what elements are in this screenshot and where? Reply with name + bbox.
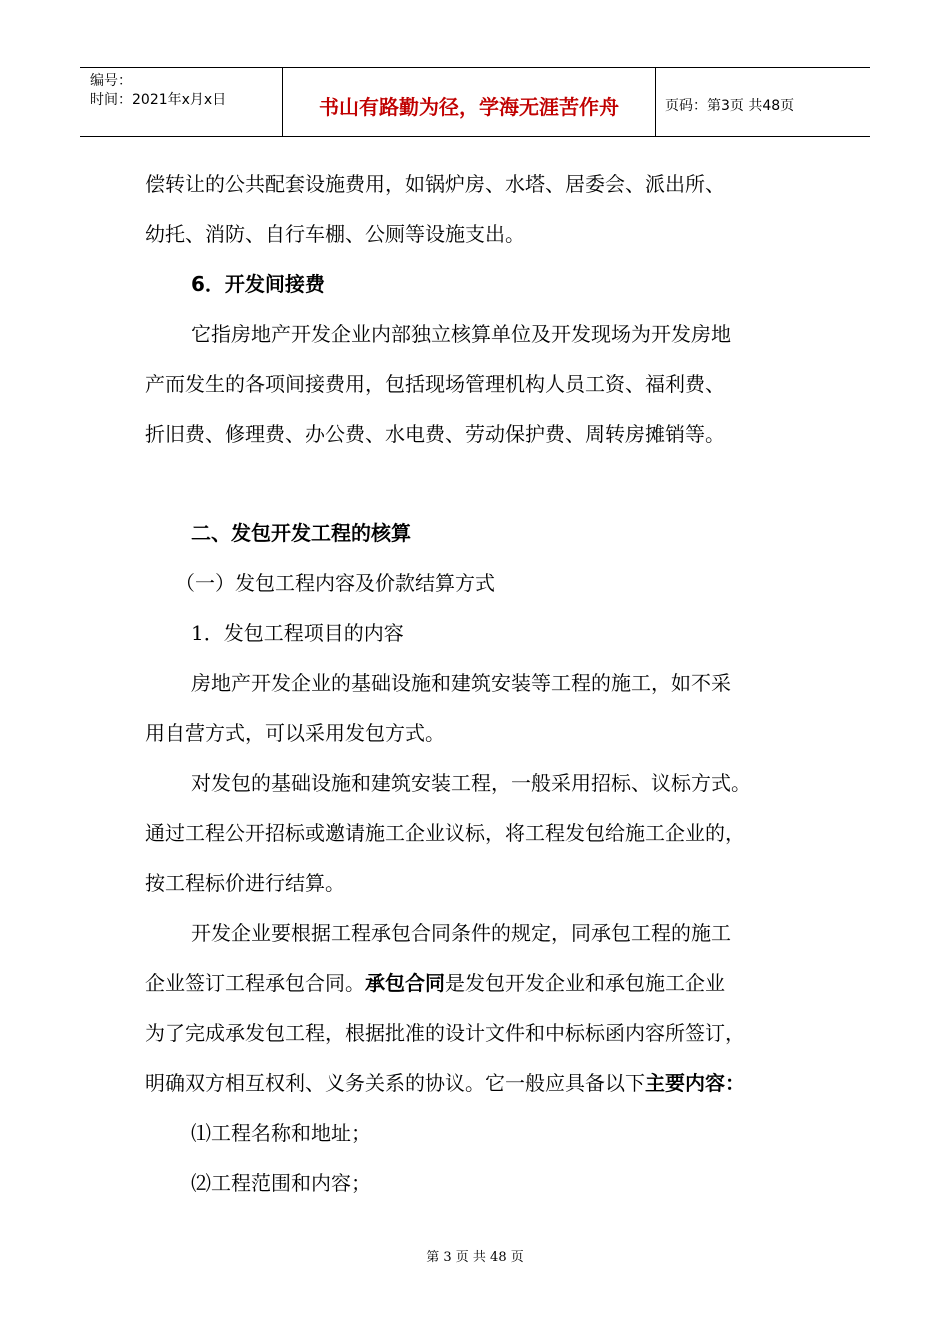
header-motto-cell [282, 68, 656, 136]
paragraph-line: 房地产开发企业的基础设施和建筑安装等工程的施工，如不采 [191, 671, 731, 695]
paragraph-line: 折旧费、修理费、办公费、水电费、劳动保护费、周转房摊销等。 [145, 422, 725, 446]
paragraph-line: 幼托、消防、自行车棚、公厕等设施支出。 [145, 222, 525, 246]
text-run: 企业签订工程承包合同。 [145, 971, 365, 995]
page-footer: 第 3 页 共 48 页 [426, 1250, 524, 1265]
section-heading: 二、发包开发工程的核算 [191, 521, 411, 545]
text-run: ： [725, 1071, 745, 1095]
paragraph-line [145, 971, 725, 995]
paragraph-line: 它指房地产开发企业内部独立核算单位及开发现场为开发房地 [191, 322, 731, 346]
list-item: ⑴工程名称和地址； [191, 1121, 371, 1145]
list-item: ⑵工程范围和内容； [191, 1171, 371, 1195]
page-header [80, 67, 870, 137]
item-heading: 1．发包工程项目的内容 [191, 621, 404, 645]
subsection-heading: （一）发包工程内容及价款结算方式 [175, 571, 495, 595]
header-page-cell [655, 68, 870, 136]
emphasis-main-content: 主要内容 [645, 1071, 725, 1095]
paragraph-line: 开发企业要根据工程承包合同条件的规定，同承包工程的施工 [191, 921, 731, 945]
document-time-label: 时间：2021年x月x日 [90, 92, 227, 108]
heading-indirect-cost: 6．开发间接费 [191, 272, 325, 296]
header-meta [80, 68, 282, 136]
paragraph-line: 通过工程公开招标或邀请施工企业议标，将工程发包给施工企业的， [145, 821, 745, 845]
text-run: 明确双方相互权利、义务关系的协议。它一般应具备以下 [145, 1071, 645, 1095]
paragraph-line: 用自营方式，可以采用发包方式。 [145, 721, 445, 745]
document-number-label: 编号： [90, 73, 132, 89]
header-motto: 书山有路勤为径，学海无涯苦作舟 [319, 95, 619, 119]
paragraph-line: 对发包的基础设施和建筑安装工程，一般采用招标、议标方式。 [191, 771, 751, 795]
emphasis-contract: 承包合同 [365, 971, 445, 995]
paragraph-line: 偿转让的公共配套设施费用，如锅炉房、水塔、居委会、派出所、 [145, 172, 725, 196]
text-run: 是发包开发企业和承包施工企业 [445, 971, 725, 995]
header-page-info: 页码：第3页 共48页 [665, 98, 795, 114]
paragraph-line: 为了完成承发包工程，根据批准的设计文件和中标标函内容所签订， [145, 1021, 745, 1045]
paragraph-line [145, 1071, 745, 1095]
paragraph-line: 按工程标价进行结算。 [145, 871, 345, 895]
paragraph-line: 产而发生的各项间接费用，包括现场管理机构人员工资、福利费、 [145, 372, 725, 396]
